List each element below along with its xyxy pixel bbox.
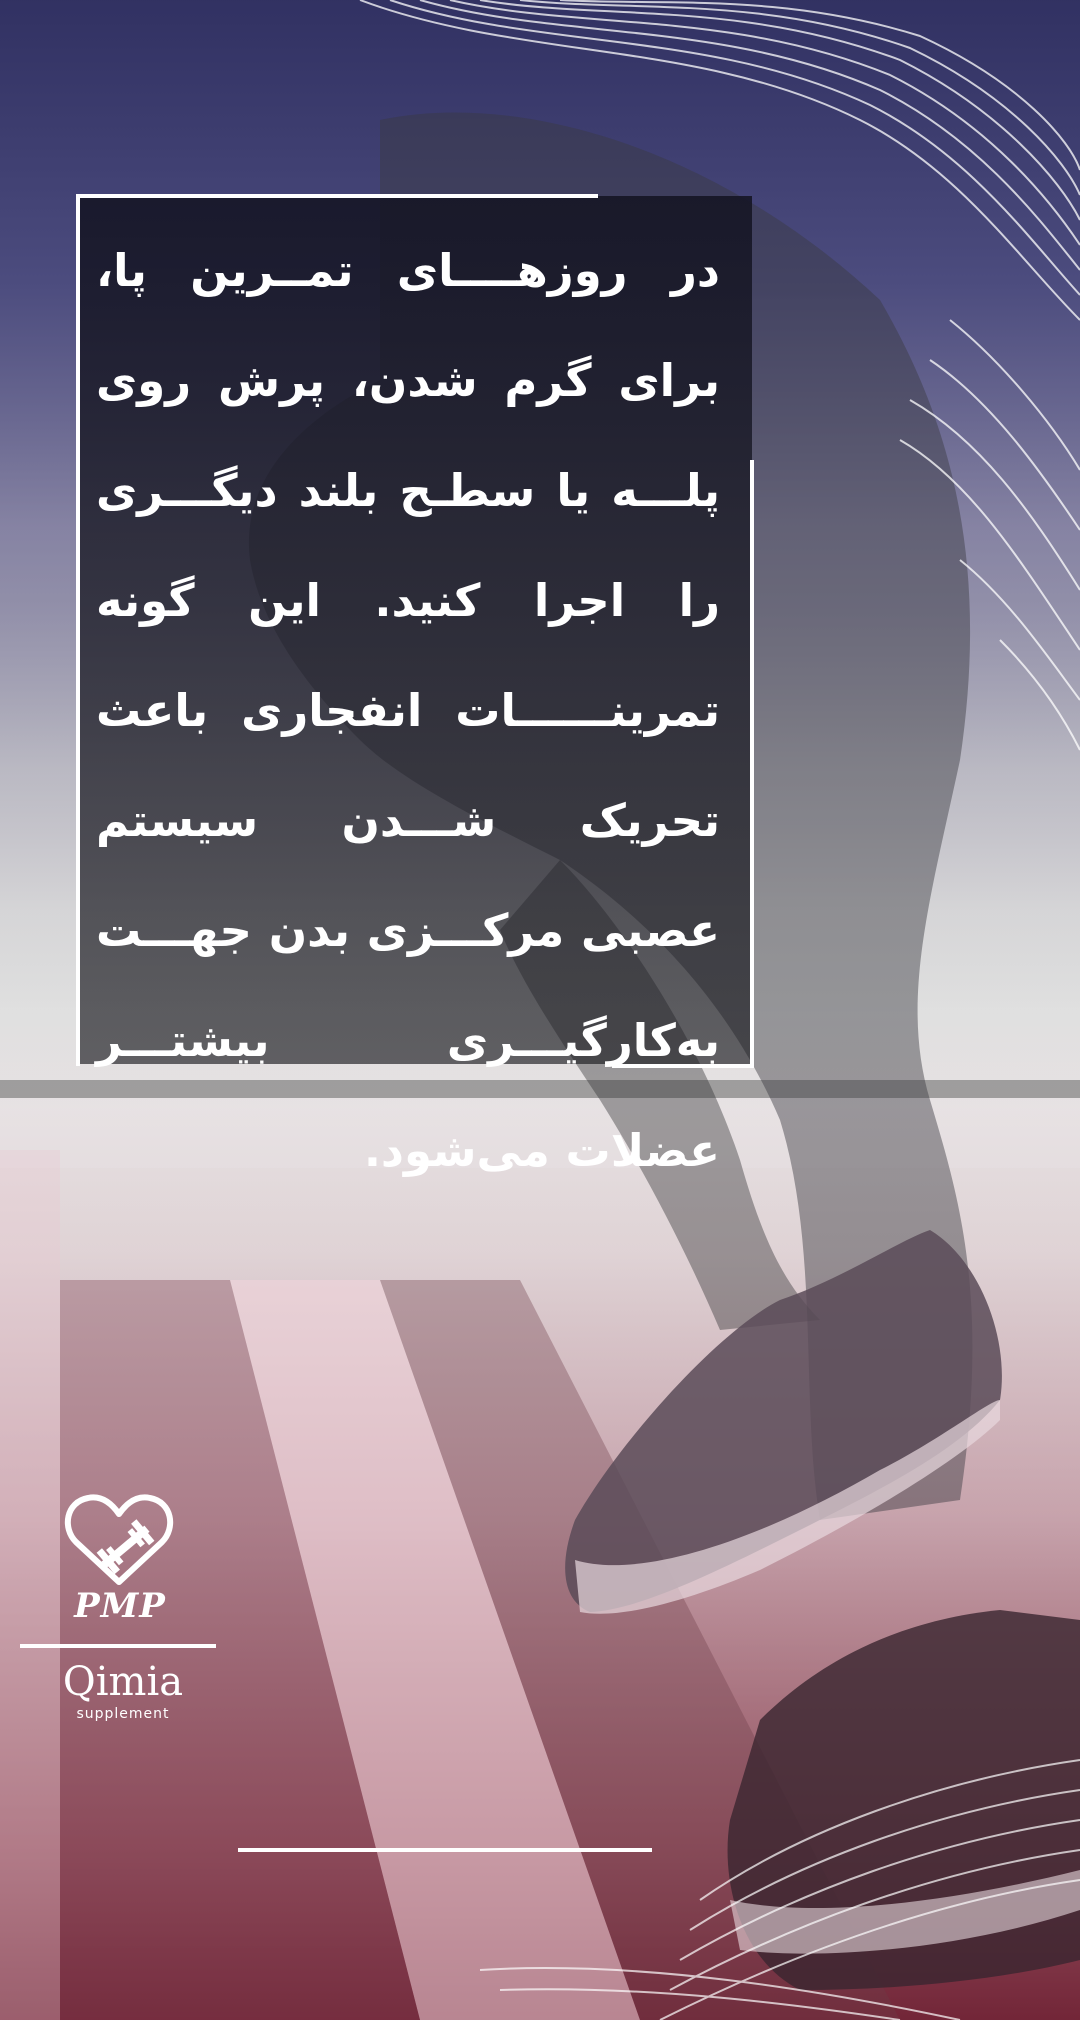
bottom-divider <box>238 1848 652 1852</box>
frame-top-line <box>76 194 598 198</box>
tip-text: در روزهــــای تمــرین پا، برای گرم شدن، پرش روی پلـــه یا سطـح بلند دیگـــری را اجرا کنید. این گونه تمرینــــــات انفجاری باعث تحریک شـــدن سیستم عصبی مرکـــزی بدن جهـــت به‌کارگیـــری بیشتـــر عضلات می‌شود. <box>96 244 720 1177</box>
supplement-text: supplement <box>76 1706 170 1722</box>
qimia-logo-text: Qimia <box>62 1659 184 1705</box>
logo-divider <box>20 1644 216 1648</box>
pmp-logo-text: PMP <box>74 1586 166 1626</box>
heart-dumbbell-icon <box>64 1490 174 1590</box>
frame-left-line <box>76 194 80 1066</box>
frame-right-line <box>750 460 754 1068</box>
brand-logo <box>18 1480 218 1740</box>
